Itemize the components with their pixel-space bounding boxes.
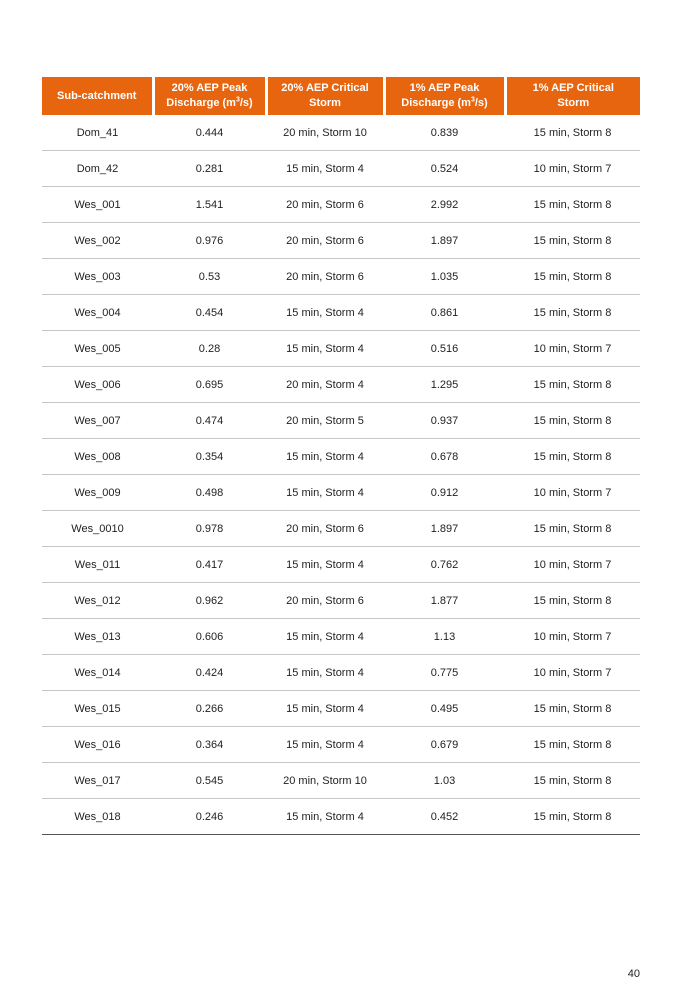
table-row <box>42 799 640 835</box>
critical-storm-20-cell: 20 min, Storm 6 <box>266 511 384 547</box>
header-1-aep-critical-line1: 1% AEP Critical <box>532 82 614 94</box>
table-row <box>42 583 640 619</box>
critical-storm-1-cell: 15 min, Storm 8 <box>505 403 640 439</box>
critical-storm-20-cell: 15 min, Storm 4 <box>266 727 384 763</box>
critical-storm-1-cell: 15 min, Storm 8 <box>505 799 640 835</box>
header-1-aep-peak-line1: 1% AEP Peak <box>409 82 480 94</box>
critical-storm-1-cell: 15 min, Storm 8 <box>505 115 640 151</box>
table-row <box>42 367 640 403</box>
peak-discharge-20-cell: 0.424 <box>153 655 266 691</box>
peak-discharge-20-cell: 0.962 <box>153 583 266 619</box>
critical-storm-20-cell: 15 min, Storm 4 <box>266 547 384 583</box>
header-1-aep-critical-storm <box>505 77 640 115</box>
sub-catchment-cell: Dom_41 <box>42 115 153 151</box>
peak-discharge-1-cell: 0.452 <box>384 799 505 835</box>
header-20-aep-critical-storm <box>266 77 384 115</box>
critical-storm-20-cell: 15 min, Storm 4 <box>266 619 384 655</box>
critical-storm-1-cell: 15 min, Storm 8 <box>505 367 640 403</box>
peak-discharge-1-cell: 0.679 <box>384 727 505 763</box>
critical-storm-1-cell: 15 min, Storm 8 <box>505 439 640 475</box>
sub-catchment-cell: Wes_006 <box>42 367 153 403</box>
peak-discharge-20-cell: 0.606 <box>153 619 266 655</box>
header-20-aep-critical-line2: Storm <box>309 97 341 109</box>
peak-discharge-1-cell: 0.762 <box>384 547 505 583</box>
sub-catchment-cell: Wes_0010 <box>42 511 153 547</box>
critical-storm-1-cell: 10 min, Storm 7 <box>505 547 640 583</box>
table-row <box>42 763 640 799</box>
peak-discharge-1-cell: 0.678 <box>384 439 505 475</box>
critical-storm-20-cell: 15 min, Storm 4 <box>266 655 384 691</box>
peak-discharge-20-cell: 0.53 <box>153 259 266 295</box>
sub-catchment-cell: Dom_42 <box>42 151 153 187</box>
sub-catchment-cell: Wes_008 <box>42 439 153 475</box>
sub-catchment-cell: Wes_013 <box>42 619 153 655</box>
header-1-aep-critical-line2: Storm <box>557 97 590 109</box>
table-row <box>42 727 640 763</box>
header-sub-catchment-label: Sub-catchment <box>57 89 137 102</box>
peak-discharge-20-cell: 0.266 <box>153 691 266 727</box>
page-number: 40 <box>627 968 640 980</box>
table-row <box>42 331 640 367</box>
peak-discharge-1-cell: 1.035 <box>384 259 505 295</box>
peak-discharge-20-cell: 0.498 <box>153 475 266 511</box>
sub-catchment-cell: Wes_015 <box>42 691 153 727</box>
peak-discharge-20-cell: 0.246 <box>153 799 266 835</box>
critical-storm-20-cell: 15 min, Storm 4 <box>266 151 384 187</box>
header-1-aep-peak-end: /s) <box>474 97 488 109</box>
peak-discharge-20-cell: 0.281 <box>153 151 266 187</box>
critical-storm-1-cell: 15 min, Storm 8 <box>505 295 640 331</box>
critical-storm-20-cell: 20 min, Storm 6 <box>266 187 384 223</box>
header-1-aep-peak-discharge <box>384 77 505 115</box>
critical-storm-1-cell: 10 min, Storm 7 <box>505 655 640 691</box>
sub-catchment-cell: Wes_007 <box>42 403 153 439</box>
critical-storm-20-cell: 20 min, Storm 10 <box>266 763 384 799</box>
peak-discharge-1-cell: 1.877 <box>384 583 505 619</box>
sub-catchment-cell: Wes_014 <box>42 655 153 691</box>
peak-discharge-1-cell: 0.775 <box>384 655 505 691</box>
sub-catchment-cell: Wes_004 <box>42 295 153 331</box>
sub-catchment-cell: Wes_009 <box>42 475 153 511</box>
critical-storm-1-cell: 15 min, Storm 8 <box>505 259 640 295</box>
header-sub-catchment <box>42 77 153 115</box>
header-20-aep-peak-end: /s) <box>239 97 253 109</box>
header-20-aep-peak-sup: 3 <box>235 96 240 104</box>
peak-discharge-20-cell: 1.541 <box>153 187 266 223</box>
peak-discharge-20-cell: 0.417 <box>153 547 266 583</box>
peak-discharge-20-cell: 0.474 <box>153 403 266 439</box>
table-row <box>42 691 640 727</box>
header-20-aep-peak-discharge <box>153 77 266 115</box>
sub-catchment-cell: Wes_011 <box>42 547 153 583</box>
critical-storm-1-cell: 10 min, Storm 7 <box>505 331 640 367</box>
peak-discharge-20-cell: 0.695 <box>153 367 266 403</box>
critical-storm-20-cell: 20 min, Storm 4 <box>266 367 384 403</box>
critical-storm-1-cell: 15 min, Storm 8 <box>505 223 640 259</box>
peak-discharge-1-cell: 1.897 <box>384 223 505 259</box>
table-row <box>42 655 640 691</box>
critical-storm-20-cell: 15 min, Storm 4 <box>266 799 384 835</box>
peak-discharge-20-cell: 0.978 <box>153 511 266 547</box>
peak-discharge-20-cell: 0.354 <box>153 439 266 475</box>
header-20-aep-peak-line2: Discharge (m <box>166 97 236 109</box>
sub-catchment-cell: Wes_018 <box>42 799 153 835</box>
critical-storm-1-cell: 15 min, Storm 8 <box>505 511 640 547</box>
critical-storm-1-cell: 15 min, Storm 8 <box>505 727 640 763</box>
table-body <box>42 115 640 835</box>
peak-discharge-1-cell: 1.03 <box>384 763 505 799</box>
peak-discharge-1-cell: 2.992 <box>384 187 505 223</box>
peak-discharge-20-cell: 0.454 <box>153 295 266 331</box>
critical-storm-1-cell: 10 min, Storm 7 <box>505 475 640 511</box>
critical-storm-20-cell: 20 min, Storm 5 <box>266 403 384 439</box>
header-1-aep-peak-sup: 3 <box>470 96 475 104</box>
peak-discharge-1-cell: 1.897 <box>384 511 505 547</box>
sub-catchment-cell: Wes_005 <box>42 331 153 367</box>
peak-discharge-20-cell: 0.28 <box>153 331 266 367</box>
peak-discharge-20-cell: 0.976 <box>153 223 266 259</box>
critical-storm-20-cell: 20 min, Storm 6 <box>266 259 384 295</box>
header-20-aep-critical-line1: 20% AEP Critical <box>281 82 369 94</box>
critical-storm-20-cell: 15 min, Storm 4 <box>266 331 384 367</box>
table-row <box>42 187 640 223</box>
critical-storm-20-cell: 15 min, Storm 4 <box>266 691 384 727</box>
table-row <box>42 151 640 187</box>
critical-storm-20-cell: 15 min, Storm 4 <box>266 475 384 511</box>
peak-discharge-1-cell: 1.295 <box>384 367 505 403</box>
table-row <box>42 115 640 151</box>
peak-discharge-20-cell: 0.444 <box>153 115 266 151</box>
sub-catchment-cell: Wes_016 <box>42 727 153 763</box>
table-row <box>42 295 640 331</box>
table-row <box>42 259 640 295</box>
critical-storm-20-cell: 20 min, Storm 6 <box>266 223 384 259</box>
critical-storm-20-cell: 20 min, Storm 10 <box>266 115 384 151</box>
critical-storm-1-cell: 15 min, Storm 8 <box>505 691 640 727</box>
sub-catchment-cell: Wes_012 <box>42 583 153 619</box>
table-row <box>42 511 640 547</box>
header-row <box>42 77 640 115</box>
critical-storm-20-cell: 15 min, Storm 4 <box>266 295 384 331</box>
discharge-table <box>42 77 640 835</box>
table-row <box>42 619 640 655</box>
peak-discharge-1-cell: 1.13 <box>384 619 505 655</box>
critical-storm-1-cell: 15 min, Storm 8 <box>505 583 640 619</box>
header-20-aep-peak-line1: 20% AEP Peak <box>171 82 248 94</box>
table-row <box>42 223 640 259</box>
sub-catchment-cell: Wes_003 <box>42 259 153 295</box>
peak-discharge-1-cell: 0.861 <box>384 295 505 331</box>
table-row <box>42 403 640 439</box>
critical-storm-20-cell: 20 min, Storm 6 <box>266 583 384 619</box>
table-header <box>42 77 640 115</box>
critical-storm-1-cell: 15 min, Storm 8 <box>505 763 640 799</box>
sub-catchment-cell: Wes_017 <box>42 763 153 799</box>
table-row <box>42 547 640 583</box>
critical-storm-1-cell: 15 min, Storm 8 <box>505 187 640 223</box>
critical-storm-20-cell: 15 min, Storm 4 <box>266 439 384 475</box>
header-1-aep-peak-line2: Discharge (m <box>401 97 471 109</box>
discharge-table-container <box>42 77 640 835</box>
critical-storm-1-cell: 10 min, Storm 7 <box>505 619 640 655</box>
table-row <box>42 439 640 475</box>
sub-catchment-cell: Wes_001 <box>42 187 153 223</box>
critical-storm-1-cell: 10 min, Storm 7 <box>505 151 640 187</box>
peak-discharge-1-cell: 0.937 <box>384 403 505 439</box>
peak-discharge-1-cell: 0.516 <box>384 331 505 367</box>
peak-discharge-1-cell: 0.912 <box>384 475 505 511</box>
peak-discharge-1-cell: 0.495 <box>384 691 505 727</box>
peak-discharge-1-cell: 0.839 <box>384 115 505 151</box>
peak-discharge-1-cell: 0.524 <box>384 151 505 187</box>
table-row <box>42 475 640 511</box>
peak-discharge-20-cell: 0.364 <box>153 727 266 763</box>
sub-catchment-cell: Wes_002 <box>42 223 153 259</box>
peak-discharge-20-cell: 0.545 <box>153 763 266 799</box>
